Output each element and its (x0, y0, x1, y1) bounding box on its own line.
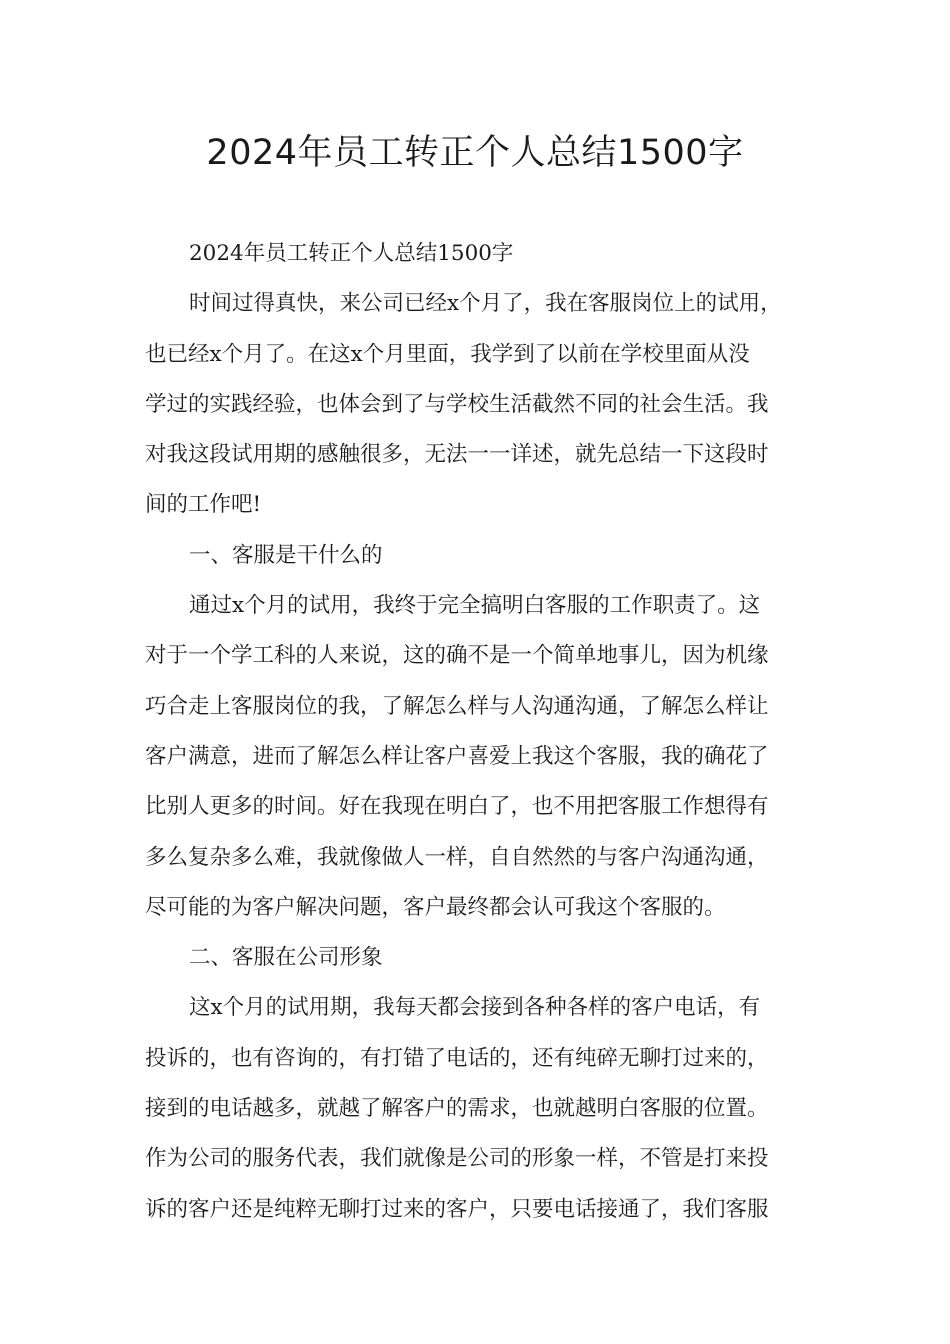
paragraph-line: 学过的实践经验，也体会到了与学校生活截然不同的社会生活。我 (145, 391, 769, 417)
subtitle-line: 2024年员工转正个人总结1500字 (189, 241, 514, 266)
paragraph-line: 时间过得真快，来公司已经x个月了，我在客服岗位上的试用， (189, 291, 782, 317)
paragraph-line: 对于一个学工科的人来说，这的确不是一个简单地事儿，因为机缘 (145, 643, 769, 669)
paragraph-line: 多么复杂多么难，我就像做人一样，自自然然的与客户沟通沟通， (145, 844, 769, 870)
paragraph-line: 接到的电话越多，就越了解客户的需求，也就越明白客服的位置。 (145, 1096, 769, 1122)
document-body (145, 229, 810, 1235)
document-title: 2024年员工转正个人总结1500字 (206, 133, 744, 173)
paragraph-line: 巧合走上客服岗位的我，了解怎么样与人沟通沟通，了解怎么样让 (145, 693, 769, 719)
paragraph-line: 投诉的，也有咨询的，有打错了电话的，还有纯碎无聊打过来的， (145, 1045, 769, 1071)
section-heading: 二、客服在公司形象 (189, 945, 383, 971)
paragraph-line: 对我这段试用期的感触很多，无法一一详述，就先总结一下这段时 (145, 442, 769, 468)
paragraph-line: 诉的客户还是纯粹无聊打过来的客户，只要电话接通了，我们客服 (145, 1196, 769, 1222)
paragraph-line: 这x个月的试用期，我每天都会接到各种各样的客户电话，有 (189, 995, 761, 1021)
paragraph-line: 作为公司的服务代表，我们就像是公司的形象一样，不管是打来投 (145, 1146, 769, 1172)
paragraph-line: 也已经x个月了。在这x个月里面，我学到了以前在学校里面从没 (145, 341, 750, 367)
paragraph-line: 比别人更多的时间。好在我现在明白了，也不用把客服工作想得有 (145, 794, 769, 820)
paragraph-line: 客户满意，进而了解怎么样让客户喜爱上我这个客服，我的确花了 (145, 743, 769, 769)
paragraph-line: 间的工作吧! (145, 492, 262, 518)
section-heading: 一、客服是干什么的 (189, 542, 383, 568)
paragraph-line: 通过x个月的试用，我终于完全搞明白客服的工作职责了。这 (189, 593, 761, 619)
paragraph-line: 尽可能的为客户解决问题，客户最终都会认可我这个客服的。 (145, 894, 726, 920)
